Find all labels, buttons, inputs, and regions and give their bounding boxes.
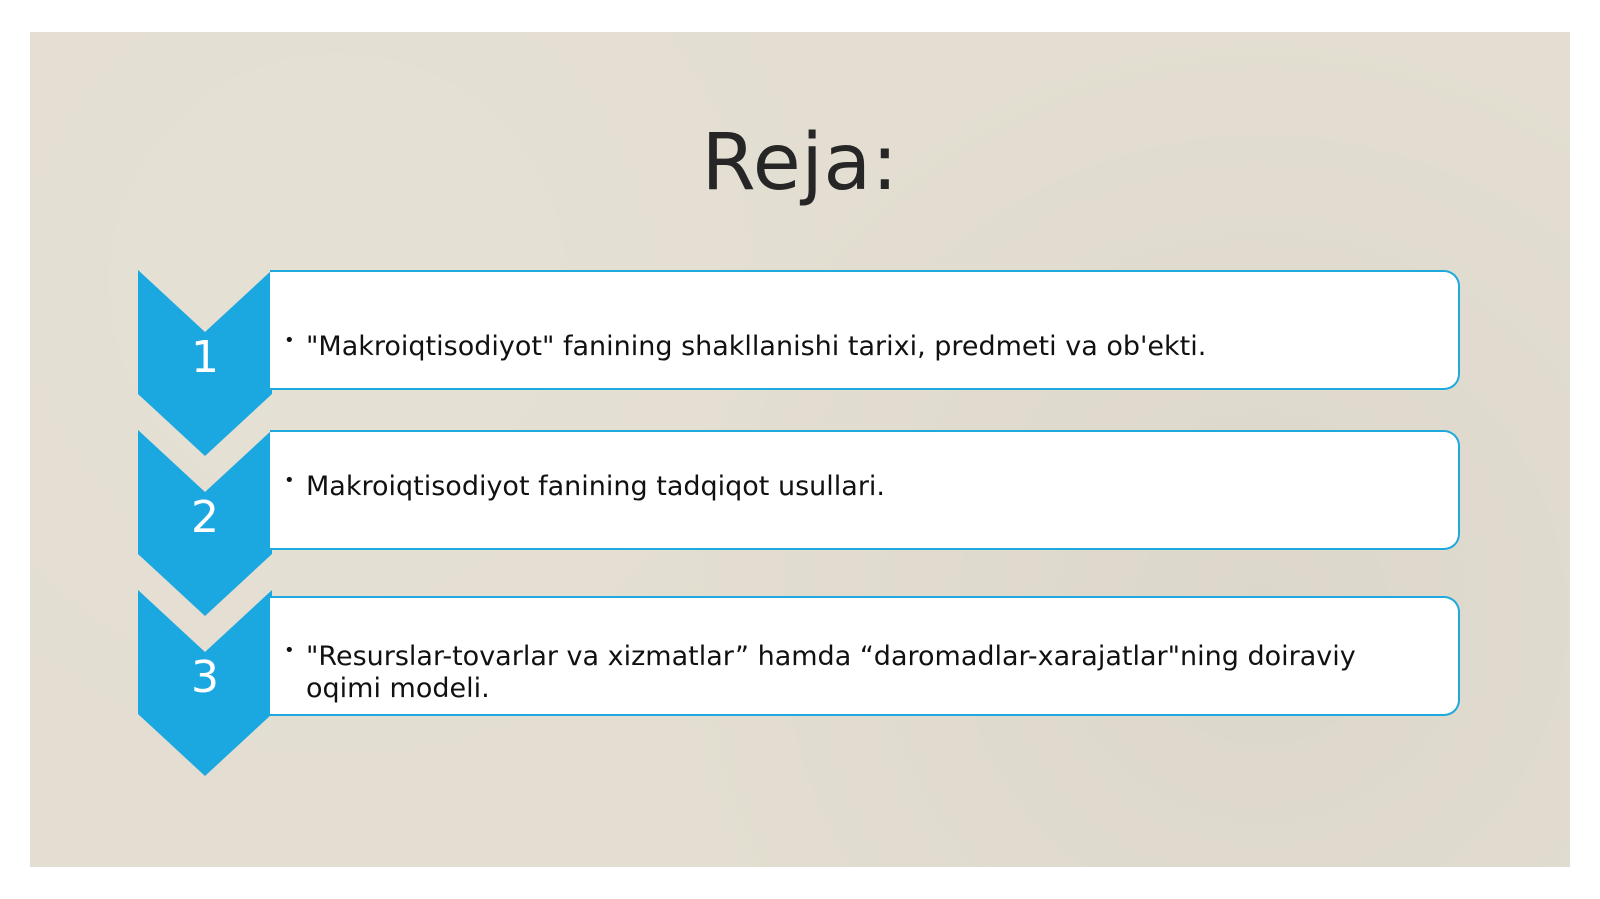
step-number-1: 1	[191, 332, 219, 383]
step-text-2: Makroiqtisodiyot fanining tadqiqot usullari.	[306, 471, 885, 502]
step-chevron-3	[138, 590, 272, 776]
bullet-icon: •	[284, 640, 295, 661]
step-card-3	[270, 596, 1460, 716]
step-text-3: "Resurslar-tovarlar va xizmatlar” hamda “daromadlar-xarajatlar"ning doiraviy oqimi modeli.	[306, 641, 1356, 704]
step-card-1	[270, 270, 1460, 390]
step-number-3: 3	[191, 652, 219, 703]
step-text-1: "Makroiqtisodiyot" fanining shakllanishi tarixi, predmeti va ob'ekti.	[306, 331, 1207, 362]
bullet-icon: •	[284, 330, 295, 351]
slide	[30, 32, 1570, 867]
step-chevron-1	[138, 270, 272, 456]
step-card-2	[270, 430, 1460, 550]
step-chevron-2	[138, 430, 272, 616]
step-number-2: 2	[191, 492, 219, 543]
bullet-icon: •	[284, 470, 295, 491]
slide-title: Reja:	[701, 118, 899, 208]
